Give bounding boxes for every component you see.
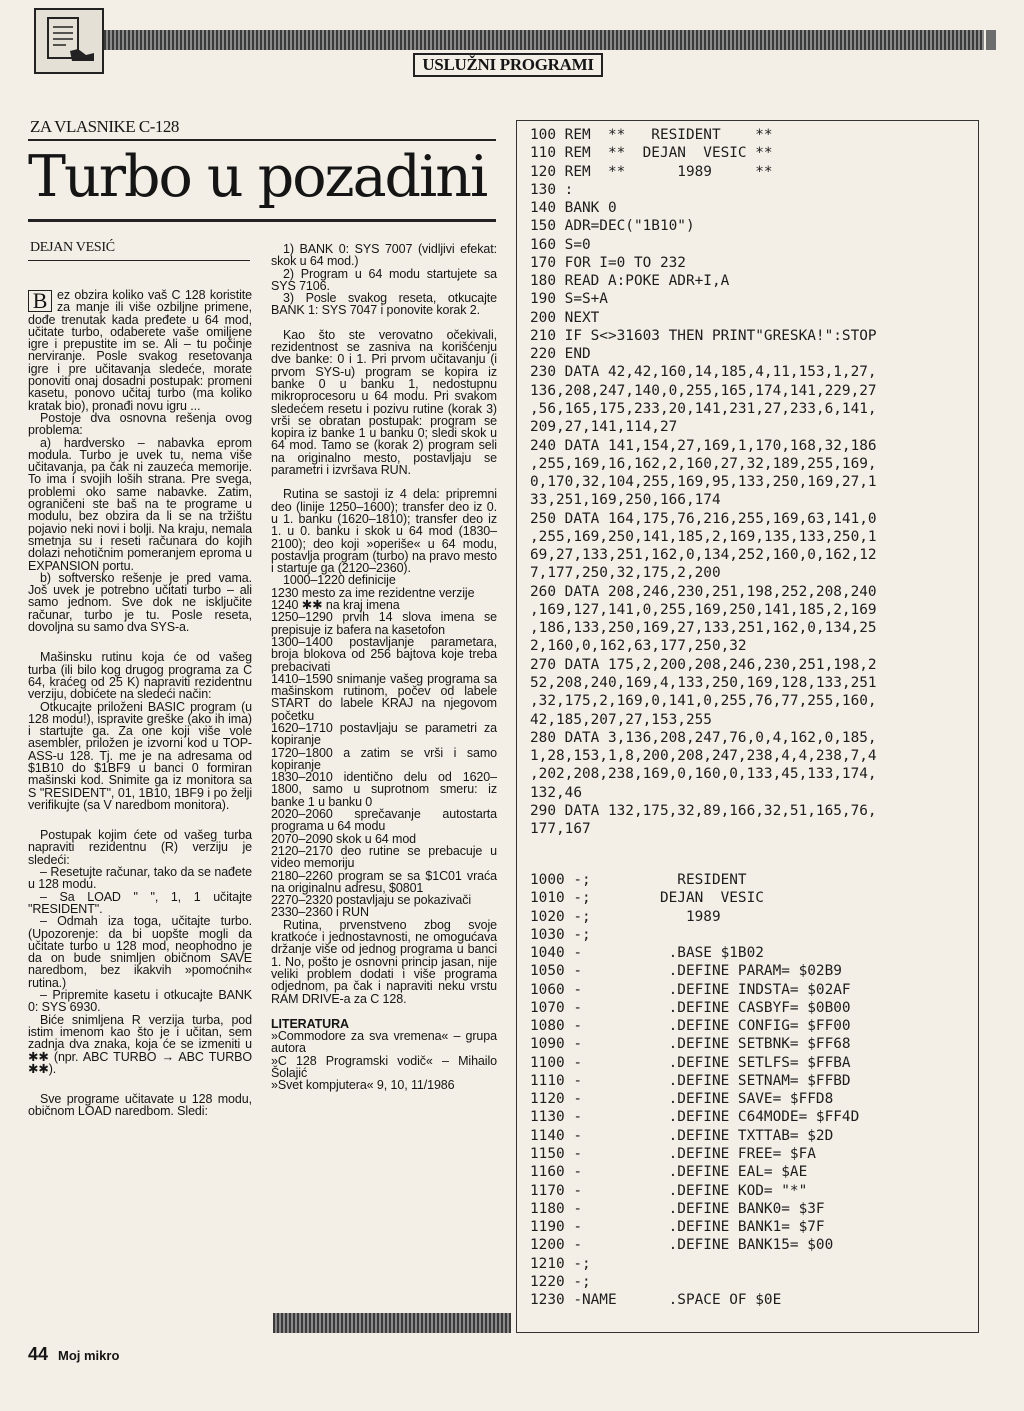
code-line: ,186,133,250,169,27,133,251,162,0,134,25 — [530, 620, 877, 637]
code-line: 2,160,0,162,63,177,250,32 — [530, 638, 747, 655]
paragraph: 1720–1800 a zatim se vrši i samo kopiranje — [271, 745, 497, 772]
paragraph: Rutina se sastoji iz 4 dela: pripremni deo (linije 1250–1600); transfer deo iz 0. u 1. banku (1620–1810); transfer deo iz 1. u 0. banku i skok u 64 mod (1830–2100); deo koji »operiše« u 64 modu, postavlja program (turbo) na pravo mesto i startuje ga (2120–2360). — [271, 487, 497, 576]
title-rule — [28, 219, 496, 222]
magazine-name: Moj mikro — [58, 1348, 120, 1363]
code-line: 270 DATA 175,2,200,208,246,230,251,198,2 — [530, 656, 877, 673]
code-line: 1220 -; — [530, 1273, 591, 1290]
assembler-listing — [530, 871, 859, 1309]
code-line: 1230 -NAME .SPACE OF $0E — [530, 1292, 782, 1309]
code-line: 1190 - .DEFINE BANK1= $7F — [530, 1219, 825, 1236]
paragraph: b) softversko rešenje je pred vama. Još uvek je potrebno učitati turbo – ali samo jednom. Sve dok ne isključite računar, turbo je tu. Posle reseta, dovoljna su samo dva SYS-a. — [28, 570, 252, 635]
paragraph: 2) Program u 64 modu startujete sa SYS 7106. — [271, 266, 497, 293]
code-line: 1200 - .DEFINE BANK15= $00 — [530, 1237, 834, 1254]
code-line: 1110 - .DEFINE SETNAM= $FFBD — [530, 1072, 851, 1089]
paragraph: 1620–1710 postavljaju se parametri za kopiranje — [271, 720, 497, 748]
code-line: 132,46 — [530, 784, 582, 801]
code-line: 0,170,32,104,255,169,95,133,250,169,27,1 — [530, 474, 877, 491]
paragraph: Sve programe učitavate u 128 modu, običnom LOAD naredbom. Sledi: — [28, 1092, 252, 1119]
article-column-1 — [28, 289, 252, 1118]
code-line: 1120 - .DEFINE SAVE= $FFD8 — [530, 1091, 834, 1108]
paragraph: Postoje dva osnovna rešenja ovog problema: — [28, 410, 252, 438]
code-line: ,255,169,250,141,185,2,169,135,133,250,1 — [530, 528, 877, 545]
code-line: 250 DATA 164,175,76,216,255,169,63,141,0 — [530, 510, 877, 527]
code-line: 200 NEXT — [530, 309, 600, 326]
paragraph: 1250–1290 prvih 14 slova imena se prepisuje iz bafera na kasetofon — [271, 610, 497, 637]
kicker-rule — [28, 139, 496, 141]
code-line: 7,177,250,32,175,2,200 — [530, 565, 721, 582]
basic-listing — [530, 126, 877, 838]
paragraph: Postupak kojim ćete od vašeg turba napraviti rezidentnu (R) verziju je sledeći: — [28, 828, 252, 867]
paragraph: Rutina, prvenstveno zbog svoje kratkoće i jednostavnosti, ne omogućava držanje više od jednog programa u banci 1. No, pošto je osnovni princip jasan, nije veliki problem dodati i više programa odjednom, pa čak i napraviti neku vrstu RAM DRIVE-a za C 128. — [271, 917, 497, 1006]
paragraph: 2070–2090 skok u 64 mod — [271, 831, 417, 846]
paragraph: 1230 mesto za ime rezidentne verzije — [271, 585, 475, 600]
header-band-end — [986, 30, 996, 50]
paragraph: Otkucajte priloženi BASIC program (u 128 modu!), ispravite greške (ako ih ima) i startujte ga. Za one koji više vole asembler, priložen je izvorni kod u TOP-ASS-u 128. Tj. me je na adresama od $1B10 do $1BF9 u banci 0 formiran mašinski kod. Snimite ga iz monitora sa S "RESIDENT", 01, 1B10, 1BF9 i po želji verifikujte (sa V naredbom monitora). — [28, 699, 252, 812]
code-line: 33,251,169,250,166,174 — [530, 492, 721, 509]
code-line: 1080 - .DEFINE CONFIG= $FF00 — [530, 1018, 851, 1035]
drop-cap: B — [28, 290, 52, 312]
code-line: 110 REM ** DEJAN VESIC ** — [530, 145, 773, 162]
code-line: 230 DATA 42,42,160,14,185,4,11,153,1,27, — [530, 364, 877, 381]
code-line: 150 ADR=DEC("1B10") — [530, 218, 695, 235]
computer-page-icon — [42, 15, 96, 67]
code-line: 140 BANK 0 — [530, 200, 617, 217]
literature-heading: LITERATURA — [271, 1016, 349, 1031]
paragraph: ez obzira koliko vaš C 128 koristite za manje ili više ozbiljne primene, dođe trenutak kada pređete u 64 mod, učitate turbo, odaberete vaše omiljene igre i prepustite im se. Ali – tu počinje nerviranje. Posle svakog resetovanja igre i pre učitavanja sledeće, morate ponoviti onaj dosadni postupak: promeni kasetu, ponovo učitaj turbo (ma koliko kratak bio), pronađi novu igru ... — [28, 288, 252, 413]
code-line: 280 DATA 3,136,208,247,76,0,4,162,0,185, — [530, 729, 877, 746]
code-line: 1180 - .DEFINE BANK0= $3F — [530, 1200, 825, 1217]
paragraph: – Odmah iza toga, učitajte turbo. (Upozorenje: da bi uopšte mogli da učitate turbo u 128 mod, neophodno je da on bude snimljen običnom SAVE naredbom, bez ikakvih »pomoćnih« rutina.) — [28, 914, 252, 990]
paragraph: – Resetujte računar, tako da se nađete u 128 modu. — [28, 865, 252, 892]
code-line: 1040 - .BASE $1B02 — [530, 945, 764, 962]
code-line: 260 DATA 208,246,230,251,198,252,208,240 — [530, 583, 877, 600]
author-rule — [28, 260, 250, 261]
header-band — [104, 30, 984, 50]
literature-item: »Commodore za sva vremena« – grupa autora — [271, 1029, 497, 1056]
article-author: DEJAN VESIĆ — [30, 240, 115, 255]
code-line: ,169,127,141,0,255,169,250,141,185,2,169 — [530, 601, 877, 618]
paragraph: Kao što ste verovatno očekivali, rezidentnost se zasniva na korišćenju dve banke: 0 i 1. Pri prvom učitavanju (i prvom SYS-u) program se kopira iz banke 0 u banku 1, nedostupnu mikroprocesoru u 64 modu. Pri svakom sledećem resetu i pozivu rutine (korak 3) vrši se obratan postupak: program se kopira iz banke 1 u banku 0; sledi skok u 64 mod. Tamo se (korak 2) program seli na originalno mesto, postavljaju se parametri i izvršava RUN. — [271, 327, 497, 478]
code-line: 1100 - .DEFINE SETLFS= $FFBA — [530, 1054, 851, 1071]
bottom-band — [273, 1313, 511, 1333]
code-line: 290 DATA 132,175,32,89,166,32,51,165,76, — [530, 802, 877, 819]
paragraph: Mašinsku rutinu koja će od vašeg turba (ili bilo kog drugog programa za C 64, kraćeg od 25 K) napraviti rezidentnu verziju, dobićete na sledeći način: — [28, 650, 252, 702]
code-line: 1130 - .DEFINE C64MODE= $FF4D — [530, 1109, 860, 1126]
code-line: 209,27,141,114,27 — [530, 419, 678, 436]
code-line: 240 DATA 141,154,27,169,1,170,168,32,186 — [530, 437, 877, 454]
code-line: 1060 - .DEFINE INDSTA= $02AF — [530, 981, 851, 998]
code-line: 42,185,207,27,153,255 — [530, 711, 712, 728]
code-line: 1090 - .DEFINE SETBNK= $FF68 — [530, 1036, 851, 1053]
paragraph: 1) BANK 0: SYS 7007 (vidljivi efekat: skok u 64 mod.) — [271, 242, 497, 269]
code-line: 1150 - .DEFINE FREE= $FA — [530, 1145, 816, 1162]
code-line: 170 FOR I=0 TO 232 — [530, 254, 686, 271]
code-line: 177,167 — [530, 821, 591, 838]
code-line: 52,208,240,169,4,133,250,169,128,133,251 — [530, 674, 877, 691]
code-line: ,56,165,175,233,20,141,231,27,233,6,141, — [530, 400, 877, 417]
literature-item: »C 128 Programski vodič« – Mihailo Šolajić — [271, 1053, 497, 1080]
code-line: 220 END — [530, 346, 591, 363]
magazine-logo — [34, 8, 104, 74]
code-line: 1,28,153,1,8,200,208,247,238,4,4,238,7,4 — [530, 748, 877, 765]
paragraph: 1240 ✱✱ na kraj imena — [271, 598, 400, 613]
page-number: 44 — [28, 1344, 49, 1364]
paragraph: 3) Posle svakog reseta, otkucajte BANK 1: SYS 7047 i ponovite korak 2. — [271, 291, 497, 318]
code-line: 1160 - .DEFINE EAL= $AE — [530, 1164, 808, 1181]
code-line: 130 : — [530, 181, 574, 198]
code-line: ,202,208,238,169,0,160,0,133,45,133,174, — [530, 766, 877, 783]
code-line: 1070 - .DEFINE CASBYF= $0B00 — [530, 999, 851, 1016]
literature-item: »Svet kompjutera« 9, 10, 11/1986 — [271, 1078, 455, 1093]
code-line: 120 REM ** 1989 ** — [530, 163, 773, 180]
code-line: 1020 -; 1989 — [530, 908, 721, 925]
code-line: 1210 -; — [530, 1255, 591, 1272]
code-line: 1170 - .DEFINE KOD= "*" — [530, 1182, 808, 1199]
code-line: 1010 -; DEJAN VESIC — [530, 890, 764, 907]
paragraph: 1410–1590 snimanje vašeg programa sa mašinskom rutinom, počev od labele START do labele KRAJ na njegovom početku — [271, 671, 497, 723]
article-column-2 — [271, 243, 497, 1092]
code-line: 1000 -; RESIDENT — [530, 872, 747, 888]
paragraph: 1830–2010 identično delu od 1620–1800, samo u suprotnom smeru: iz banke 1 u banku 0 — [271, 770, 497, 809]
paragraph: 2180–2260 program se sa $1C01 vraća na originalnu adresu, $0801 — [271, 868, 497, 895]
code-line: 1030 -; — [530, 926, 591, 943]
paragraph: Biće snimljena R verzija turba, pod istim imenom kao što je i učitan, sem zadnja dva znaka, koja će se izmeniti u ✱✱ (npr. ABC TURBO → ABC TURBO ✱✱). — [28, 1012, 252, 1076]
paragraph: – Sa LOAD " ", 1, 1 učitajte "RESIDENT". — [28, 889, 252, 916]
code-line: 136,208,247,140,0,255,165,174,141,229,27 — [530, 382, 877, 399]
code-line: ,32,175,2,169,0,141,0,255,76,77,255,160, — [530, 693, 877, 710]
paragraph: 1300–1400 postavljanje parametara, broja blokova od 256 bajtova koje treba prebacivati — [271, 634, 497, 674]
section-label: USLUŽNI PROGRAMI — [413, 53, 603, 77]
article-title: Turbo u pozadini — [28, 144, 487, 210]
code-line: 210 IF S<>31603 THEN PRINT"GRESKA!":STOP — [530, 327, 877, 344]
code-line: 1050 - .DEFINE PARAM= $02B9 — [530, 963, 842, 980]
paragraph: a) hardversko – nabavka eprom modula. Turbo je uvek tu, nema više učitavanja, pa čak ni zauzeća memorije. To ima i svojih loših strana. Pre svega, problemi oko same nabavke. Zatim, ograničeni ste baš na te programe u modulu, bez obzira da li se na tržištu pojavio neki novi i bolji. Na kraju, nemala smetnja su i reseti računara do kojih dolazi nehotičnim pomeranjem eproma u EXPANSION portu. — [28, 435, 252, 573]
code-line: 100 REM ** RESIDENT ** — [530, 127, 773, 143]
code-line: 160 S=0 — [530, 236, 591, 253]
paragraph: 2120–2170 deo rutine se prebacuje u video memoriju — [271, 843, 497, 871]
paragraph: – Pripremite kasetu i otkucajte BANK 0: SYS 6930. — [28, 988, 252, 1015]
code-line: 1140 - .DEFINE TXTTAB= $2D — [530, 1127, 834, 1144]
code-line: ,255,169,16,162,2,160,27,32,189,255,169, — [530, 455, 877, 472]
code-line: 180 READ A:POKE ADR+I,A — [530, 273, 730, 290]
paragraph: 2330–2360 i RUN — [271, 905, 369, 920]
paragraph: 2020–2060 sprečavanje autostarta programa u 64 modu — [271, 807, 497, 834]
article-kicker: ZA VLASNIKE C-128 — [30, 117, 179, 136]
paragraph: 1000–1220 definicije — [283, 573, 396, 588]
code-line: 69,27,133,251,162,0,134,252,160,0,162,12 — [530, 547, 877, 564]
code-line: 190 S=S+A — [530, 291, 608, 308]
paragraph: 2270–2320 postavljaju se pokazivači — [271, 893, 472, 908]
